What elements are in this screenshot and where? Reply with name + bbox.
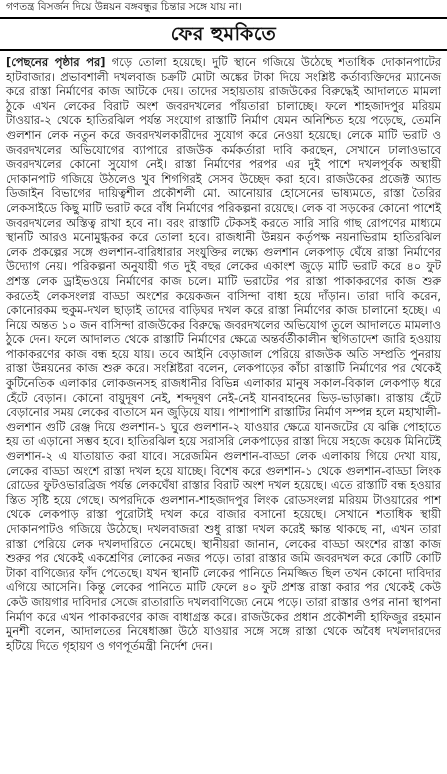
headline: ফের হুমকিতে — [170, 23, 277, 45]
article-paragraph — [6, 55, 441, 653]
headline-box — [0, 17, 447, 51]
article-text: গড়ে তোলা হয়েছে। দুটি স্থানে গজিয়ে উঠেছে শতাধিক দোকানপাটের হাটবাজার। প্রভাবশালী দখলবাজ চক্রটি মোটা অঙ্কের টাকা দিয়ে সংশ্লিষ্ট কর্তাব্যক্তিদের ম্যানেজ করে রাস্তা নির্মাণের কাজ আটকে দেয়। তাদের সহায়তায় রাজউকের বিরুদ্ধেই আদালতে মামলা ঠুকে এখন লেকের বিরাট অংশ জবরদখলের পাঁয়তারা চালাচ্ছে। ফলে শাহজাদপুর মরিয়ম টাওয়ার-২ থেকে হাতিরঝিল পর্যন্ত সংযোগ রাস্তাটি নির্মাণ যেমন অনিশ্চিত হয়ে পড়েছে, তেমনি গুলশান লেক নতুন করে জবরদখলকারীদের সুযোগ করে নেওয়া হয়েছে। লেকে মাটি ভরাট ও জবরদখলের অভিযোগের ব্যাপারে রাজউক কর্মকর্তারা দাবি করছেন, সেখানে ঢালাওভাবে জবরদখলের কোনো সুযোগ নেই। রাস্তা নির্মাণের পরপর এর দুই পাশে দখলপূর্বক অস্থায়ী দোকানপাট গজিয়ে উঠলেও খুব শিগগিরই সেসব উচ্ছেদ করা হবে। রাজউকের প্রজেক্ট অ্যান্ড ডিজাইন বিভাগের দায়িত্বশীল প্রকৌশলী মো. আনোয়ার হোসেনের ভাষ্যমতে, রাস্তা তৈরির লেকসাইডে কিছু মাটি ভরাট করে বাঁধ নির্মাণের পরিকল্পনা রয়েছে। লেক বা সড়কের কোনো পাশেই জবরদখলের অস্তিত্ব রাখা হবে না। বরং রাস্তাটি টেকসই করতে সারি সারি গাছ রোপণের মাধ্যমে স্থানটি আরও মনোমুগ্ধকর করে তোলা হবে। রাজধানী উন্নয়ন কর্তৃপক্ষ নয়নাভিরাম হাতিরঝিল লেক প্রকল্পের সঙ্গে গুলশান-বারিধারার সংযুক্তির লক্ষ্যে গুলশান লেকপাড় ঘেঁষে রাস্তা নির্মাণের উদ্যোগ নেয়। পরিকল্পনা অনুযায়ী গত দুই বছর লেকের একাংশ জুড়ে মাটি ভরাট করে ৪০ ফুট প্রশস্ত লেক ড্রাইভওয়ে নির্মাণের কাজ চলে। মাটি ভরাটের পর রাস্তা পাকাকরণের কাজ শুরু করতেই লেকসংলগ্ন বাড্ডা অংশের কয়েকজন বাসিন্দা বাধা হয়ে দাঁড়ান। তারা দাবি করেন, কোনোরকম হুকুম-দখল ছাড়াই তাদের বাড়িঘর দখল করে রাস্তা নির্মাণের কাজ চালানো হচ্ছে। এ নিয়ে অন্তত ১০ জন বাসিন্দা রাজউকের বিরুদ্ধে জবরদখলের অভিযোগ তুলে আদালতে মামলাও ঠুকে দেন। ফলে আদালত থেকে রাস্তাটি নির্মাণের ক্ষেত্রে অন্তর্বর্তীকালীন স্থগিতাদেশ জারি হওয়ায় পাকাকরণের কাজ বন্ধ হয়ে যায়। তবে আইনি বেড়াজাল পেরিয়ে রাজউক অতি সম্প্রতি পুনরায় রাস্তা উন্নয়নের কাজ শুরু করে। সংশ্লিষ্টরা বলেন, লেকপাড়ের কাঁচা রাস্তাটি নির্মাণের পর থেকেই কুটিনেতিক এলাকার লোকজনসহ রাজধানীর বিভিন্ন এলাকার মানুষ সকাল-বিকাল লেকপাড় ধরে হেঁটে বেড়ান। কোনো বায়ুদূষণ নেই, শব্দদূষণ নেই-নেই যানবাহনের ভিড়-ভাড়াক্কা। রাস্তায় হেঁটে বেড়ানোর সময় লেকের বাতাসে মন জুড়িয়ে যায়। পাশাপাশি রাস্তাটির নির্মাণ সম্পন্ন হলে মহাখালী-গুলশান গুটি রেঞ্জ দিয়ে গুলশান-১ ঘুরে গুলশান-২ যাওয়ার ক্ষেত্রে যানজটের যে ঝক্কি পোহাতে হয় তা এড়ানো সম্ভব হবে। হাতিরঝিল হয়ে সরাসরি লেকপাড়ের রাস্তা দিয়ে সহজে কয়েক মিনিটেই গুলশান-২ এ যাতায়াত করা যাবে। সরেজমিন গুলশান-বাড্ডা লেক এলাকায় গিয়ে দেখা যায়, লেকের বাড্ডা অংশে রাস্তা দখল হয়ে যাচ্ছে। বিশেষ করে গুলশান-১ থেকে গুলশান-বাড্ডা লিংক রোডের ফুটওভারব্রিজ পর্যন্ত লেকঘেঁষা রাস্তার বিরাট অংশ দখল হয়েছে। এতে রাস্তাটি বন্ধ হওয়ার স্তিত সৃষ্টি হয়ে গেছে। অপরদিকে গুলশান-শাহজাদপুর লিংক রোডসংলগ্ন মরিয়ম টাওয়ারের পাশ থেকে লেকপাড় রাস্তা পুরোটাই দখল করে বাজার বসানো হয়েছে। সেখানে শতাধিক স্থায়ী দোকানপাটও গজিয়ে উঠেছে। দখলবাজরা শুধু রাস্তা দখল করেই ক্ষান্ত থাকছে না, এখন তারা রাস্তা পেরিয়ে লেক দখলদারিতে নেমেছে। স্থানীয়রা জানান, লেকের বাড্ডা অংশের রাস্তা কাজ শুরুর পর থেকেই একশ্রেণির লোকের নজর পড়ে। তারা রাস্তার জমি জবরদখল করে কোটি কোটি টাকা বাণিজ্যের ফাঁদ পেতেছে। যখন স্থানটি লেকের পানিতে নিমজ্জিত ছিল তখন কোনো দাবিদার এগিয়ে আসেনি। কিন্তু লেকের পানিতে মাটি ফেলে ৪০ ফুট প্রশস্ত রাস্তা করার পর থেকেই কেউ কেউ জায়গার দাবিদার সেজে রাতারাতি দখলবাণিজ্যে নেমে পড়ে। তারা রাস্তার ওপর নানা স্থাপনা নির্মাণ করে এখন পাকাকরণের কাজ বাধাগ্রস্ত করে। রাজউকের প্রধান প্রকৌশলী হাফিজুর রহমান মুনশী বলেন, আদালতের নিষেধাজ্ঞা উঠে যাওয়ার সঙ্গে সঙ্গে রাস্তা থেকে অবৈধ দখলদারদের হটিয়ে দিতে গৃহায়ণ ও গণপূর্তমন্ত্রী নির্দেশ দেন। — [6, 55, 442, 653]
continuation-label: [পেছনের পৃষ্ঠার পর] — [6, 55, 106, 69]
previous-article-tail: গণতন্ত্র বিসর্জন দিয়ে উন্নয়ন বঙ্গবন্ধুর চিন্তার সঙ্গে যায় না। — [6, 1, 243, 13]
article-body — [0, 51, 447, 653]
